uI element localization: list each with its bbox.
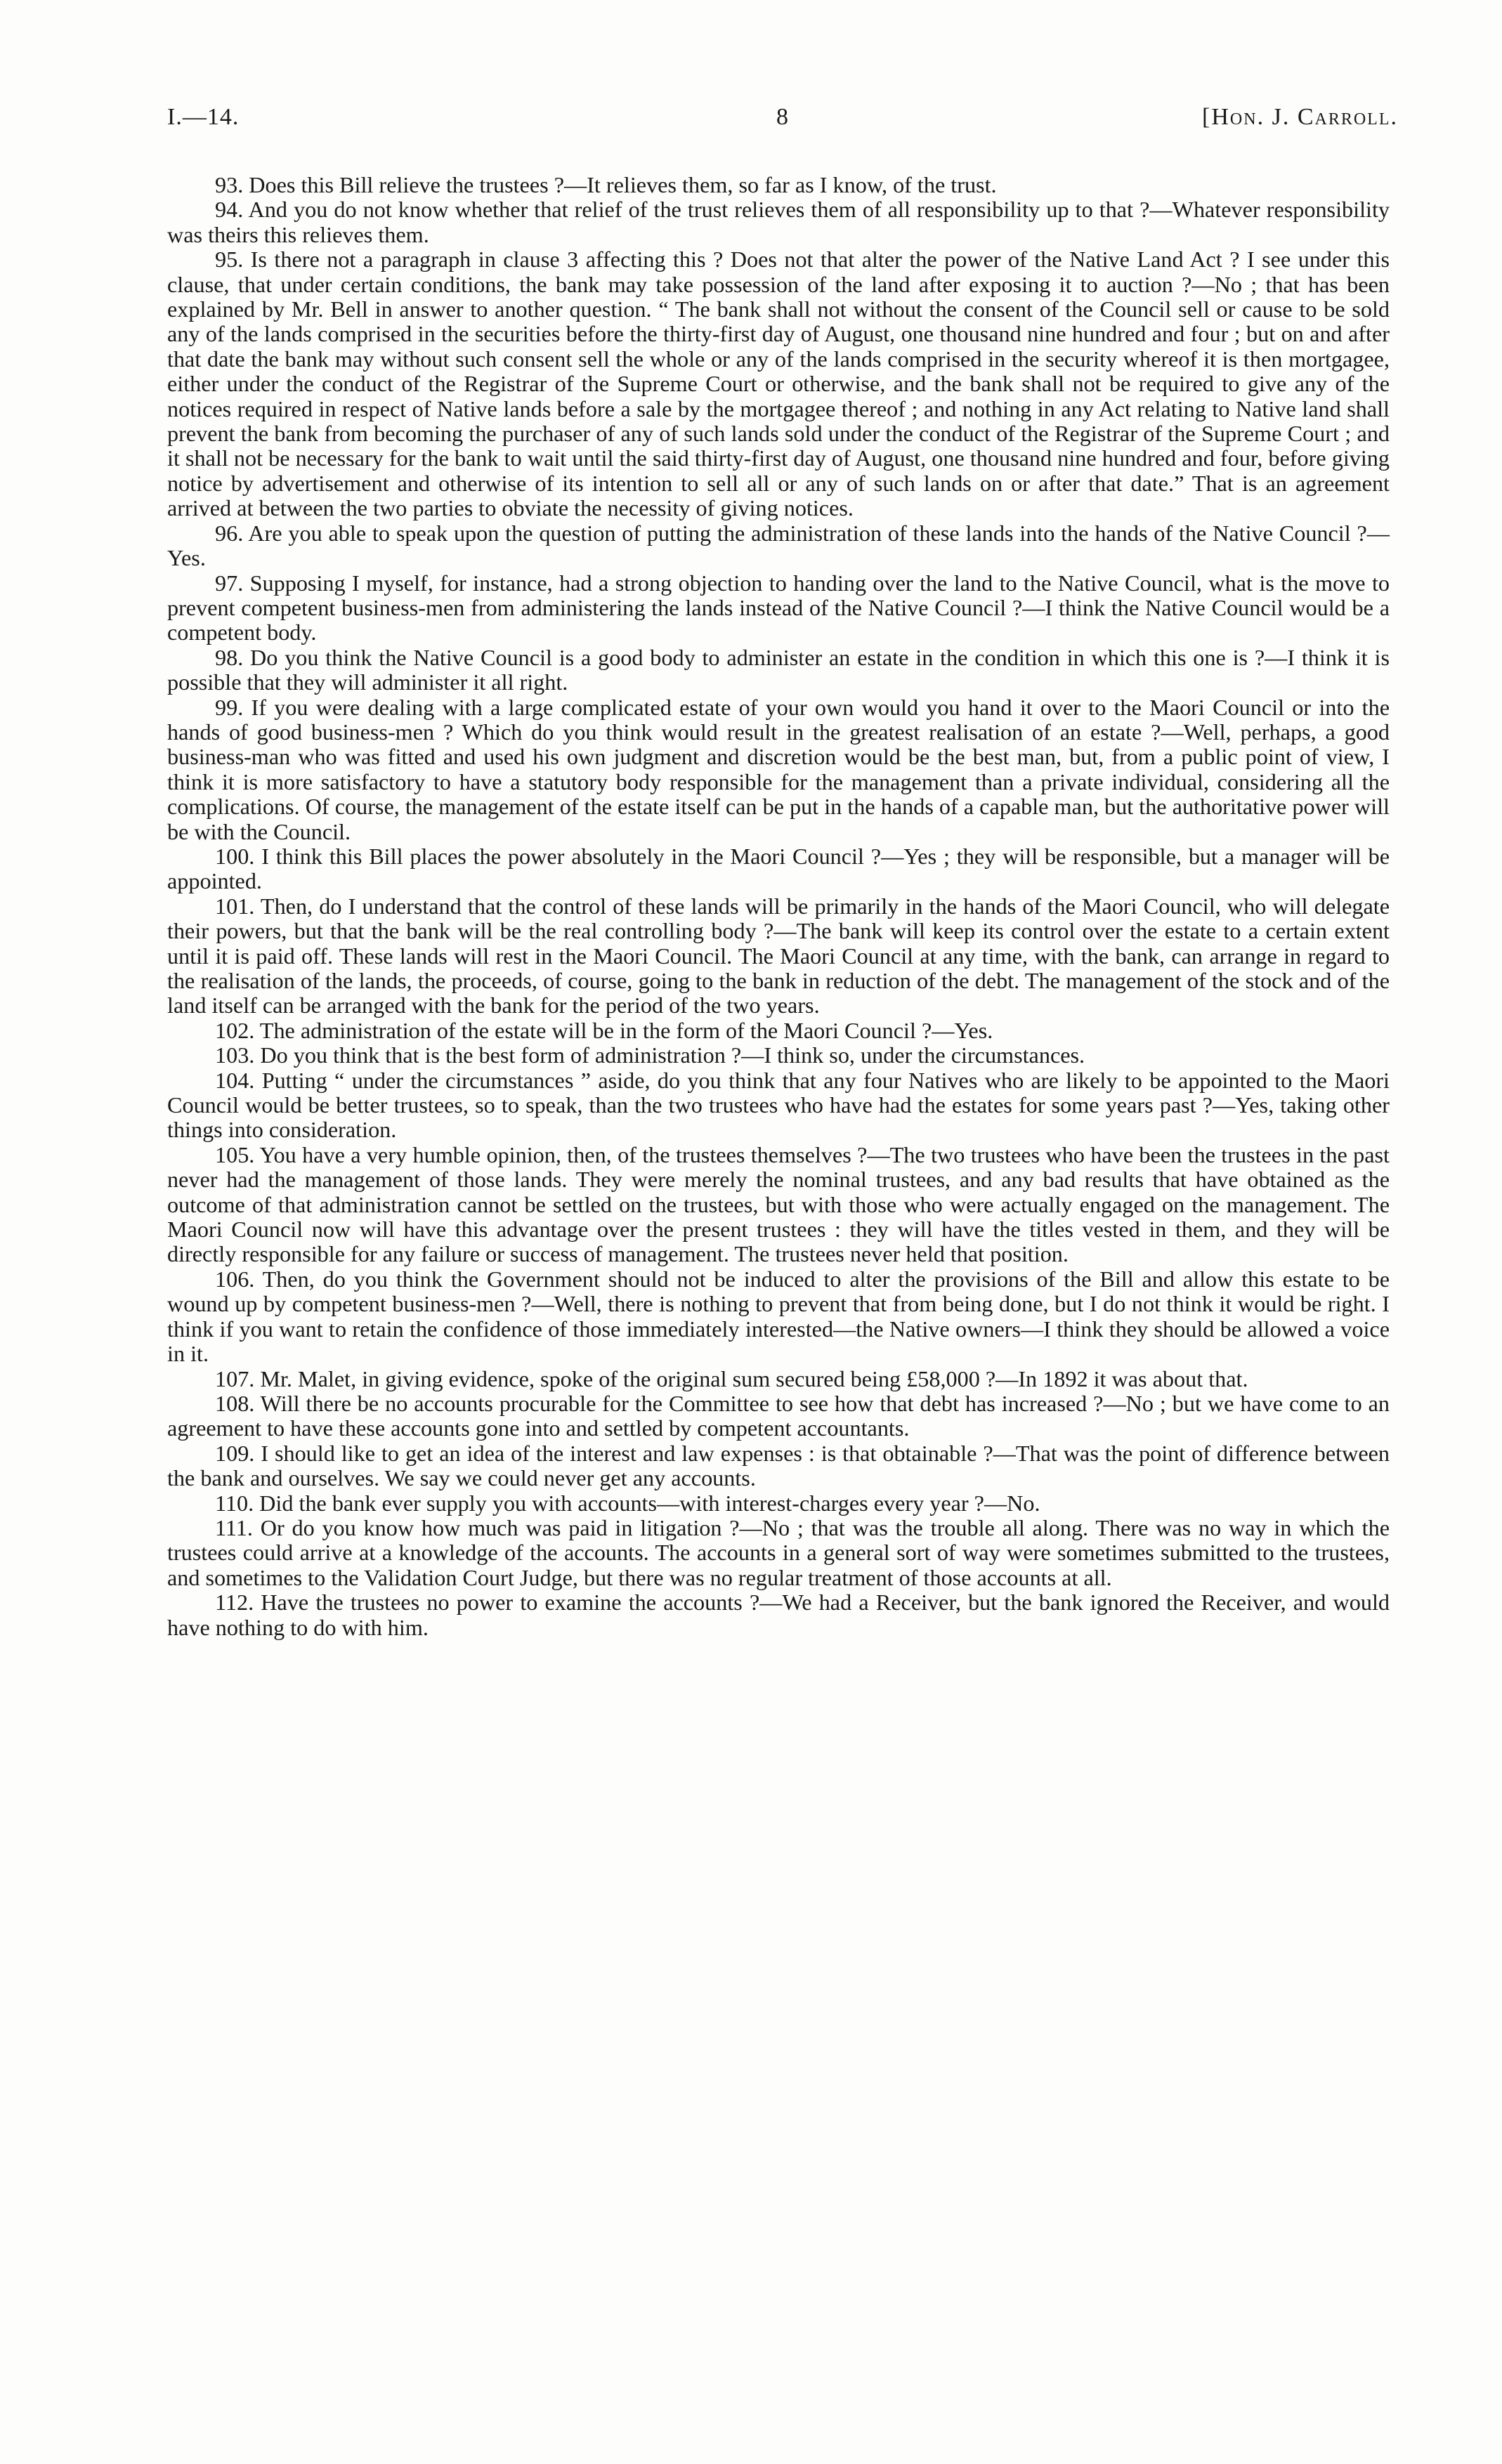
paragraph-110: 110. Did the bank ever supply you with accounts—with interest-charges every year ?—No. [215,1490,1040,1516]
paragraph-102: 102. The administration of the estate will be in the form of the Maori Council ?—Yes. [215,1017,993,1043]
paragraph-95: 95. Is there not a paragraph in clause 3 affecting this ? Does not that alter the power of the Native Land Act ? I see under this clause, that under certain conditions, the bank may take possession of the land after exposing it to auction ?—No ; that has been explained by Mr. Bell in answer to another question. “ The bank shall not without the consent of the Council sell or cause to be sold any of the lands comprised in the securities before the thirty-first day of August, one thousand nine hundred and four ; but on and after that date the bank may without such consent sell the whole or any of the lands comprised in the security whereof it is then mortgagee, either under the conduct of the Registrar of the Supreme Court or otherwise, and the bank shall not be required to give any of the notices required in respect of Native lands before a sale by the mortgagee thereof ; and nothing in any Act relating to Native land shall prevent the bank from becoming the purchaser of any of such lands sold under the conduct of the Registrar of the Supreme Court ; and it shall not be necessary for the bank to wait until the said thirty-first day of August, one thousand nine hundred and four, before giving notice by advertisement and otherwise of its intention to sell all or any of such lands on or after that date.” That is an agreement arrived at between the two parties to obviate the necessity of giving notices. [167,247,1390,521]
paragraph-98: 98. Do you think the Native Council is a good body to administer an estate in the condition in which this one is ?—I think it is possible that they will administer it all right. [167,644,1390,695]
paragraph-111: 111. Or do you know how much was paid in litigation ?—No ; that was the trouble all along. There was no way in which the trustees could arrive at a knowledge of the accounts. The accounts in a general sort of way were sometimes submitted to the trustees, and sometimes to the Validation Court Judge, but there was no regular treatment of those accounts at all. [167,1514,1390,1590]
page-header [167,104,1398,139]
page-number: 8 [776,104,789,130]
paragraph-107: 107. Mr. Malet, in giving evidence, spoke of the original sum secured being £58,000 ?—In 1892 it was about that. [215,1365,1248,1391]
document-reference: I.—14. [167,104,240,130]
paragraph-97: 97. Supposing I myself, for instance, had a strong objection to handing over the land to the Native Council, what is the move to prevent competent business-men from administering the lands instead of the Native Council ?—I think the Native Council would be a competent body. [167,570,1390,646]
paragraph-106: 106. Then, do you think the Government should not be induced to alter the provisions of the Bill and allow this estate to be wound up by competent business-men ?—Well, there is nothing to prevent that from being done, but I do not think it would be right. I think if you want to retain the confidence of those immediately interested—the Native owners—I think they should be allowed a voice in it. [167,1266,1390,1367]
evidence-text [167,173,1390,1640]
paragraph-108: 108. Will there be no accounts procurable for the Committee to see how that debt has increased ?—No ; but we have come to an agreement to have these accounts gone into and settled by competent accountants. [167,1390,1390,1441]
paragraph-112: 112. Have the trustees no power to examine the accounts ?—We had a Receiver, but the bank ignored the Receiver, and would have nothing to do with him. [167,1590,1390,1640]
paragraph-94: 94. And you do not know whether that relief of the trust relieves them of all responsibility up to that ?—Whatever responsibility was theirs this relieves them. [167,197,1390,247]
paragraph-96: 96. Are you able to speak upon the question of putting the administration of these lands into the hands of the Native Council ?—Yes. [167,520,1390,571]
paragraph-104: 104. Putting “ under the circumstances ” aside, do you think that any four Natives who are likely to be appointed to the Maori Council would be better trustees, so to speak, than the two trustees who have had the estates for some years past ?—Yes, taking other things into consideration. [167,1067,1390,1143]
paragraph-99: 99. If you were dealing with a large complicated estate of your own would you hand it over to the Maori Council or into the hands of good business-men ? Which do you think would result in the greatest realisation of an estate ?—Well, perhaps, a good business-man who was fitted and used his own judgment and discretion would be the best man, but, from a public point of view, I think it is more satisfactory to have a statutory body responsible for the management than a private individual, considering all the complications. Of course, the management of the estate itself can be put in the hands of a capable man, but the authoritative power will be with the Council. [167,694,1390,844]
witness-name: [Hon. J. Carroll. [1202,104,1398,130]
paragraph-101: 101. Then, do I understand that the control of these lands will be primarily in the hands of the Maori Council, who will delegate their powers, but that the bank will be the real controlling body ?—The bank will keep its control over the estate to a certain extent until it is paid off. These lands will rest in the Maori Council. The Maori Council at any time, with the bank, can arrange in regard to the realisation of the lands, the proceeds, of course, going to the bank in reduction of the debt. The management of the stock and of the land itself can be arranged with the bank for the period of the two years. [167,893,1390,1018]
paragraph-109: 109. I should like to get an idea of the interest and law expenses : is that obtainable ?—That was the point of difference between the bank and ourselves. We say we could never get any accounts. [167,1440,1390,1491]
paragraph-100: 100. I think this Bill places the power absolutely in the Maori Council ?—Yes ; they will be responsible, but a manager will be appointed. [167,843,1390,894]
paragraph-105: 105. You have a very humble opinion, then, of the trustees themselves ?—The two trustees who have been the trustees in the past never had the management of those lands. They were merely the nominal trustees, and any bad results that have obtained as the outcome of that administration cannot be settled on the trustees, but with those who were actually engaged on the management. The Maori Council now will have this advantage over the present trustees : they will have the titles vested in them, and they will be directly responsible for any failure or success of management. The trustees never held that position. [167,1141,1390,1267]
paragraph-103: 103. Do you think that is the best form of administration ?—I think so, under the circumstances. [215,1042,1085,1068]
paragraph-93: 93. Does this Bill relieve the trustees ?—It relieves them, so far as I know, of the trust. [215,172,997,197]
